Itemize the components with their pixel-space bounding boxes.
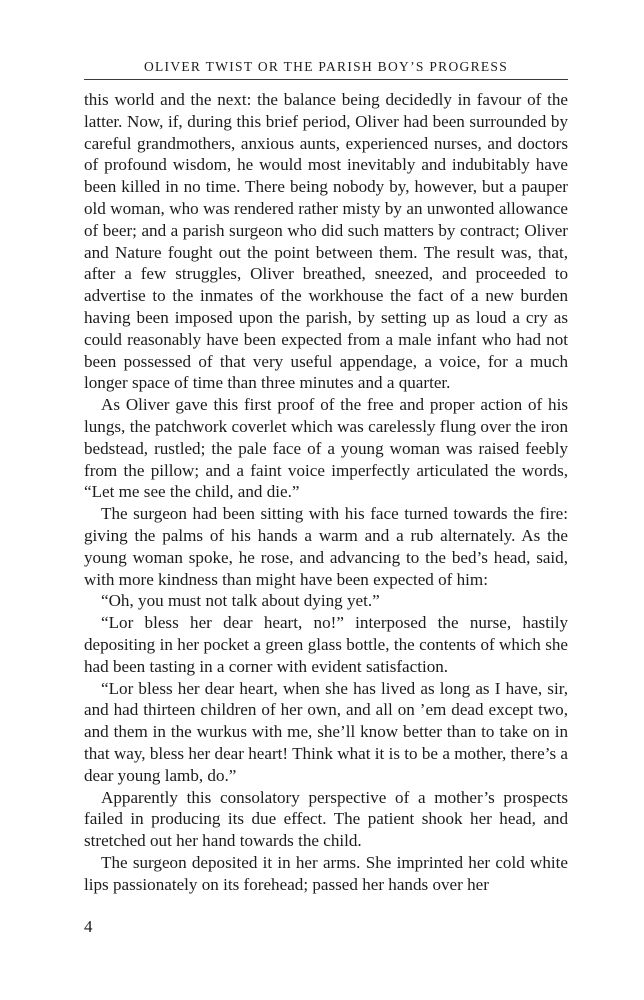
running-head: OLIVER TWIST OR THE PARISH BOY’S PROGRESS — [84, 58, 568, 80]
page-number: 4 — [84, 917, 93, 936]
paragraph: “Oh, you must not talk about dying yet.” — [101, 591, 380, 611]
body-text — [84, 89, 568, 895]
paragraph: this world and the next: the balance being decidedly in favour of the latter. Now, if, during this brief period, Oliver had been surrounded by careful grandmothers, anxious aunts, experienced nurses, and doctors of profound wisdom, he would most inevitably and indubitably have been killed in no time. There being nobody by, however, but a pauper old woman, who was rendered rather misty by an unwonted allowance of beer; and a parish surgeon who did such matters by contract; Oliver and Nature fought out the point between them. The result was, that, after a few struggles, Oliver breathed, sneezed, and proceeded to advertise to the inmates of the workhouse the fact of a new burden having been imposed upon the parish, by setting up as loud a cry as could reasonably have been expected from a male infant who had not been possessed of that very useful appendage, a voice, for a much longer space of time than three minutes and a quarter. — [84, 90, 568, 393]
paragraph: “Lor bless her dear heart, no!” interposed the nurse, hastily depositing in her pocket a green glass bottle, the contents of which she had been tasting in a corner with evident satisfaction. — [84, 613, 568, 676]
paragraph: “Lor bless her dear heart, when she has lived as long as I have, sir, and had thirteen children of her own, and all on ’em dead except two, and them in the wurkus with me, she’ll know better than to take on in that way, bless her dear heart! Think what it is to be a mother, there’s a dear young lamb, do.” — [84, 678, 568, 785]
book-page — [84, 58, 568, 895]
paragraph: Apparently this consolatory perspective of a mother’s prospects failed in producing its due effect. The patient shook her head, and stretched out her hand towards the child. — [84, 787, 568, 851]
paragraph: The surgeon had been sitting with his face turned towards the fire: giving the palms of his hands a warm and a rub alternately. As the young woman spoke, he rose, and advancing to the bed’s head, said, with more kindness than might have been expected of him: — [84, 504, 568, 589]
paragraph: As Oliver gave this first proof of the free and proper action of his lungs, the patchwork coverlet which was carelessly flung over the iron bedstead, rustled; the pale face of a young woman was raised feebly from the pillow; and a faint voice imperfectly articulated the words, “Let me see the child, and die.” — [84, 395, 568, 502]
paragraph: The surgeon deposited it in her arms. She imprinted her cold white lips passionately on its forehead; passed her hands over her — [84, 852, 568, 894]
